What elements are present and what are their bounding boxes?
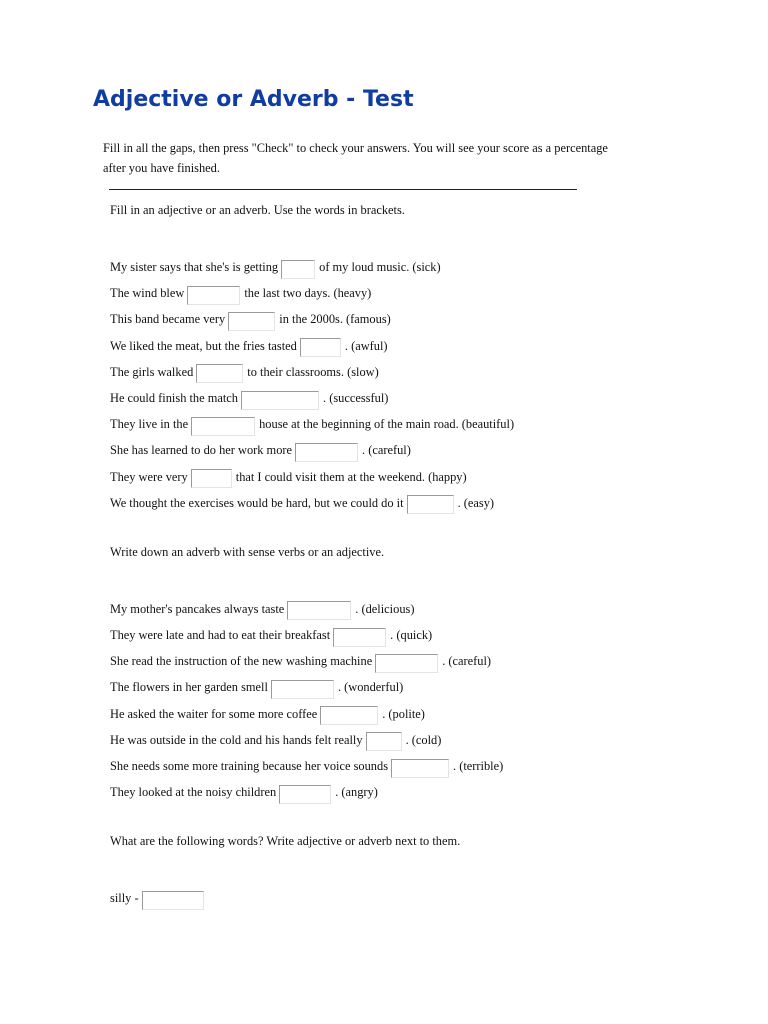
answer-gap-beautiful[interactable]	[191, 417, 255, 436]
intro-text	[103, 138, 673, 178]
exercise-item	[110, 701, 730, 727]
item-text-before: She has learned to do her work more	[110, 443, 293, 458]
exercise-item	[110, 254, 730, 280]
answer-gap-sick[interactable]	[281, 260, 315, 279]
exercise-list	[110, 885, 730, 911]
answer-gap-careful[interactable]	[375, 654, 438, 673]
item-text-after: . (cold)	[405, 732, 442, 747]
intro-line: Fill in all the gaps, then press "Check" to check your answers. You will see your score as a percentage	[103, 141, 608, 155]
answer-gap-happy[interactable]	[191, 469, 232, 488]
item-text-after: . (wonderful)	[337, 680, 404, 695]
item-text-after: . (polite)	[382, 706, 425, 721]
item-text-before: He asked the waiter for some more coffee	[110, 706, 318, 721]
item-text-before: She read the instruction of the new washing machine	[110, 654, 373, 669]
intro-line: after you have finished.	[103, 161, 220, 175]
exercise-item	[110, 648, 730, 674]
item-text-before: The girls walked	[110, 364, 194, 379]
item-text-after: . (successful)	[323, 390, 389, 405]
exercise-item	[110, 437, 730, 463]
answer-gap-cold[interactable]	[366, 732, 402, 751]
page-title: Adjective or Adverb - Test	[93, 87, 414, 112]
item-text-after: . (careful)	[442, 654, 492, 669]
item-text-after: . (terrible)	[453, 759, 504, 773]
item-text-after: . (easy)	[457, 495, 495, 510]
exercise-content	[110, 201, 730, 912]
exercise-list	[110, 596, 730, 806]
exercise-item	[110, 622, 730, 648]
section-instruction: Fill in an adjective or an adverb. Use the words in brackets.	[110, 203, 405, 217]
item-text-before: My sister says that she's is getting	[110, 260, 279, 274]
answer-gap-awful[interactable]	[300, 338, 341, 357]
answer-gap-wonderful[interactable]	[271, 680, 334, 699]
item-text-after: that I could visit them at the weekend. (happy)	[235, 469, 467, 484]
item-text-before: She needs some more training because her voice sounds	[110, 759, 389, 773]
item-text-before: The wind blew	[110, 286, 185, 301]
item-text-before: They looked at the noisy children	[110, 785, 277, 800]
item-text-before: He was outside in the cold and his hands felt really	[110, 732, 363, 747]
exercise-list	[110, 254, 730, 516]
answer-gap-careful[interactable]	[295, 443, 358, 462]
exercise-item	[110, 411, 730, 437]
exercise-item	[110, 333, 730, 359]
item-text-after: in the 2000s. (famous)	[279, 312, 391, 327]
answer-gap-famous[interactable]	[228, 312, 275, 331]
divider	[109, 189, 577, 190]
item-text-before: We liked the meat, but the fries tasted	[110, 338, 297, 353]
answer-gap-delicious[interactable]	[287, 601, 351, 620]
item-text-after: of my loud music. (sick)	[319, 260, 441, 274]
exercise-item	[110, 779, 730, 805]
answer-gap-silly[interactable]	[142, 891, 204, 910]
exercise-item	[110, 385, 730, 411]
answer-gap-easy[interactable]	[407, 495, 454, 514]
answer-gap-successful[interactable]	[241, 391, 319, 410]
item-text-before: This band became very	[110, 312, 226, 327]
answer-gap-slow[interactable]	[196, 364, 243, 383]
item-text-after: house at the beginning of the main road. (beautiful)	[259, 417, 515, 432]
item-text-after: . (angry)	[335, 785, 378, 800]
exercise-item	[110, 596, 730, 622]
exercise-item	[110, 885, 730, 911]
section-instruction: Write down an adverb with sense verbs or an adjective.	[110, 544, 385, 559]
item-text-before: They live in the	[110, 417, 189, 432]
answer-gap-quick[interactable]	[333, 628, 386, 647]
exercise-item	[110, 306, 730, 332]
exercise-item	[110, 490, 730, 516]
section-word-type	[110, 832, 730, 911]
section-spacer	[110, 805, 730, 832]
exercise-item	[110, 727, 730, 753]
exercise-item	[110, 464, 730, 490]
exercise-item	[110, 674, 730, 700]
item-text-after: . (delicious)	[355, 601, 415, 616]
answer-gap-terrible[interactable]	[391, 759, 449, 778]
item-text-before: They were late and had to eat their breakfast	[110, 628, 331, 643]
exercise-item	[110, 359, 730, 385]
answer-gap-heavy[interactable]	[187, 286, 240, 305]
item-text-before: The flowers in her garden smell	[110, 680, 268, 695]
section-instruction: What are the following words? Write adjective or adverb next to them.	[110, 834, 461, 849]
item-text-before: silly -	[110, 891, 139, 906]
item-text-after: to their classrooms. (slow)	[247, 364, 379, 379]
item-text-before: He could finish the match	[110, 390, 239, 405]
item-text-before: My mother's pancakes always taste	[110, 601, 285, 616]
item-text-after: the last two days. (heavy)	[244, 286, 372, 301]
section-spacer	[110, 516, 730, 543]
item-text-after: . (quick)	[390, 628, 433, 643]
section-sense-verbs	[110, 543, 730, 806]
exercise-item	[110, 280, 730, 306]
section-adjective-adverb	[110, 201, 730, 516]
item-text-after: . (awful)	[344, 338, 388, 353]
answer-gap-angry[interactable]	[279, 785, 331, 804]
item-text-before: We thought the exercises would be hard, but we could do it	[110, 495, 404, 510]
item-text-after: . (careful)	[362, 443, 411, 458]
exercise-item	[110, 753, 730, 779]
item-text-before: They were very	[110, 469, 188, 484]
answer-gap-polite[interactable]	[320, 706, 378, 725]
